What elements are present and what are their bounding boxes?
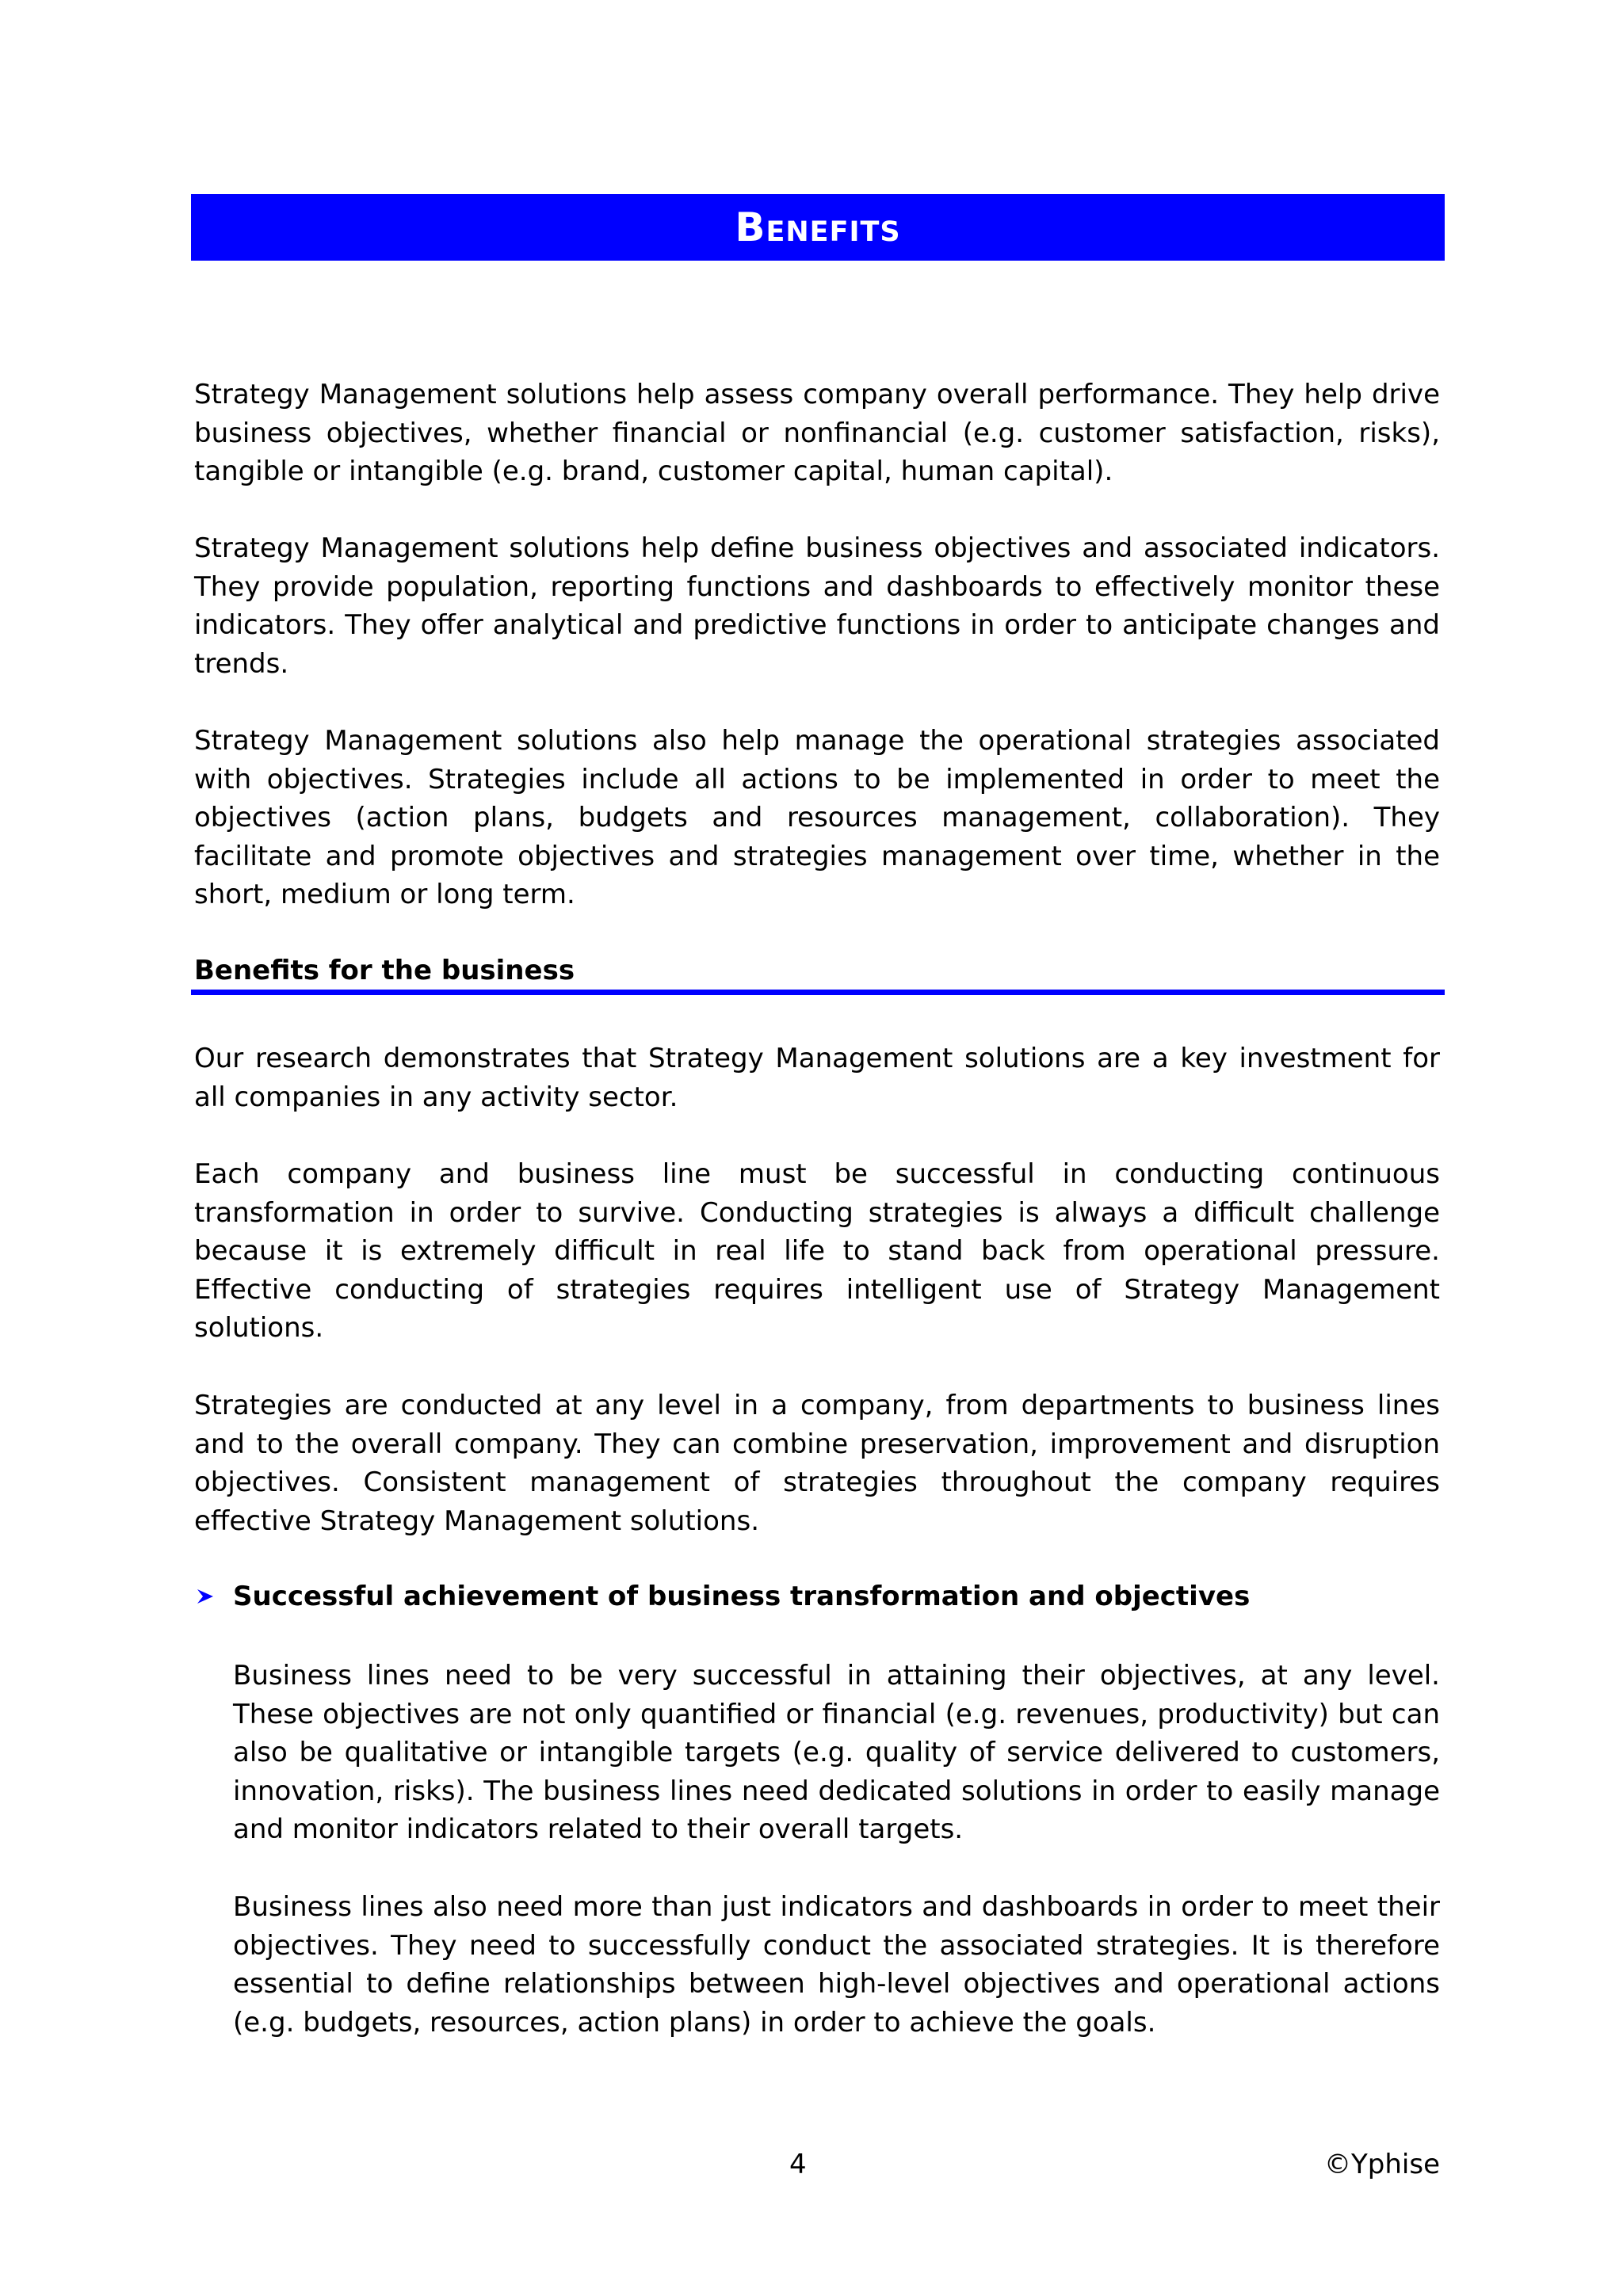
bullet-heading bbox=[194, 1577, 1250, 1615]
intro-paragraph-2: Strategy Management solutions help define business objectives and associated indicators. They provide population, reporting functions and dashboards to effectively monitor these indicators. They offer analytical and predictive functions in order to anticipate changes and trends. bbox=[194, 532, 1440, 680]
section-paragraph-3: Strategies are conducted at any level in a company, from departments to business lines and to the overall company. They can combine preservation, improvement and disruption objectives. Consistent management of strategies throughout the company requires effective Strategy Management solutions. bbox=[194, 1390, 1440, 1537]
section-paragraph-2: Each company and business line must be successful in conducting continuous transformation in order to survive. Conducting strategies is always a difficult challenge because it is extremely difficult in real life to stand back from operational pressure. Effective conducting of strategies requires intelligent use of Strategy Management solutions. bbox=[194, 1158, 1440, 1344]
section-heading: Benefits for the business bbox=[194, 955, 575, 986]
page-title: Benefits bbox=[735, 204, 901, 250]
section-divider bbox=[191, 990, 1445, 995]
bullet-paragraph-1: Business lines need to be very successful in attaining their objectives, at any level. These objectives are not only quantified or financial (e.g. revenues, productivity) but can also be qualitative or intangible targets (e.g. quality of service delivered to customers, innovation, risks). The business lines need dedicated solutions in order to easily manage and monitor indicators related to their overall targets. bbox=[233, 1660, 1440, 1846]
intro-paragraph-1: Strategy Management solutions help assess company overall performance. They help drive business objectives, whether financial or nonfinancial (e.g. customer satisfaction, risks), tangible or intangible (e.g. brand, customer capital, human capital). bbox=[194, 379, 1440, 488]
bullet-heading-text: Successful achievement of business transformation and objectives bbox=[233, 1581, 1251, 1612]
title-banner bbox=[191, 194, 1445, 261]
arrowhead-bullet-icon bbox=[194, 1577, 233, 1615]
intro-paragraph-3: Strategy Management solutions also help manage the operational strategies associated with objectives. Strategies include all actions to be implemented in order to meet the objectives (action plans, budgets and resources management, collaboration). They facilitate and promote objectives and strategies management over time, whether in the short, medium or long term. bbox=[194, 725, 1440, 911]
page-number: 4 bbox=[789, 2149, 807, 2180]
copyright-notice: ©Yphise bbox=[1324, 2149, 1440, 2180]
bullet-paragraph-2: Business lines also need more than just indicators and dashboards in order to meet their objectives. They need to successfully conduct the associated strategies. It is therefore essential to define relationships between high-level objectives and operational actions (e.g. budgets, resources, action plans) in order to achieve the goals. bbox=[233, 1891, 1440, 2039]
section-paragraph-1: Our research demonstrates that Strategy Management solutions are a key investment for all companies in any activity sector. bbox=[194, 1043, 1440, 1113]
